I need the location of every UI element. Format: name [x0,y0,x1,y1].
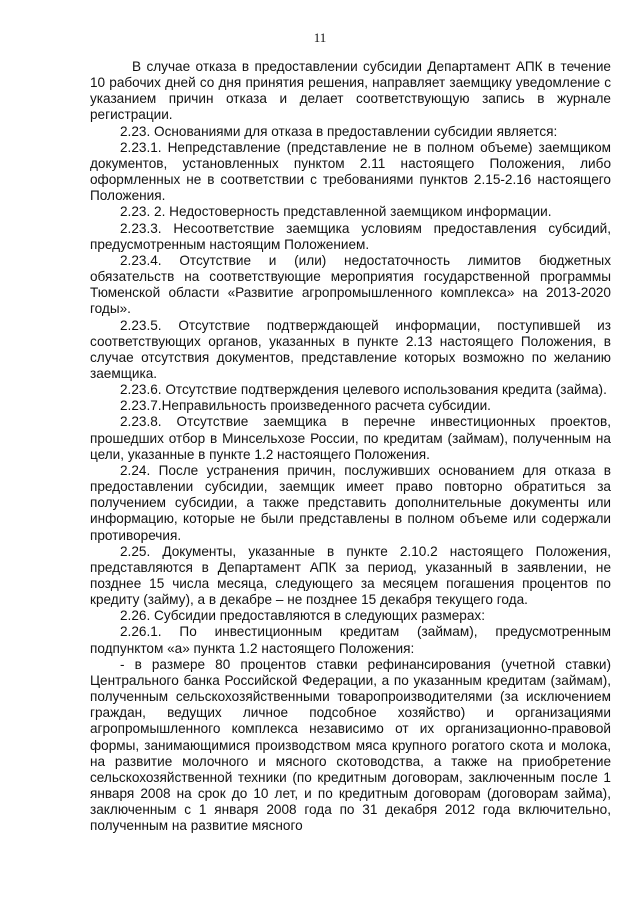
paragraph-2-23-2: 2.23. 2. Недостоверность представленной заемщиком информации. [120,204,552,220]
paragraph-2-23: 2.23. Основаниями для отказа в предоставлении субсидии является: [120,123,558,139]
paragraph-2-25: 2.25. Документы, указанные в пункте 2.10.2 настоящего Положения, представляются в Департамент АПК за период, указанный в заявлении, не позднее 15 числа месяца, следующего за месяцем погашения процентов по кредиту (займу), а в декабре – не позднее 15 декабря текущего года. [90,543,611,608]
paragraph-2-23-1: 2.23.1. Непредставление (представление не в полном объеме) заемщиком документов, установленных пунктом 2.11 настоящего Положения, либо оформленных не в соответствии с требованиями пунктов 2.15-2.16 настоящего Положения. [90,139,611,204]
paragraph-2-23-5: 2.23.5. Отсутствие подтверждающей информации, поступившей из соответствующих органов, указанных в пункте 2.13 настоящего Положения, в случае отсутствия документов, представление которых возможно по желанию заемщика. [90,317,611,381]
paragraph-2-24: 2.24. После устранения причин, послуживших основанием для отказа в предоставлении субсидии, заемщик имеет право повторно обратиться за получением субсидии, а также представить дополнительные документы или информацию, которые не были представлены в полном объеме или содержали противоречия. [90,462,611,543]
paragraph-2-23-3: 2.23.3. Несоответствие заемщика условиям предоставления субсидий, предусмотренным настоящим Положением. [90,220,611,252]
document-body [90,59,611,835]
paragraph-refusal-notice: В случае отказа в предоставлении субсидии Департамент АПК в течение 10 рабочих дней со дня принятия решения, направляет заемщику уведомление с указанием причин отказа и делает соответствующую запись в журнале регистрации. [90,59,611,123]
paragraph-2-26-1: 2.26.1. По инвестиционным кредитам (займам), предусмотренным подпунктом «а» пункта 1.2 настоящего Положения: [90,624,611,656]
paragraph-2-23-7: 2.23.7.Неправильность произведенного расчета субсидии. [120,398,491,414]
paragraph-rate-80-percent: - в размере 80 процентов ставки рефинансирования (учетной ставки) Центрального банка Российской Федерации, а по указанным кредитам (займам), полученным сельскохозяйственными товаропроизводителями (за исключением граждан, ведущих личное подсобное хозяйство) и организациями агропромышленного комплекса независимо от их организационно-правовой формы, занимающимися производством мяса крупного рогатого скота и молока, на развитие молочного и мясного скотоводства, а также на приобретение сельскохозяйственной техники (по кредитным договорам, заключенным после 1 января 2008 на срок до 10 лет, и по кредитным договорам (договорам займа), заключенным с 1 января 2008 года по 31 декабря 2012 года включительно, полученным на развитие мясного [90,656,611,834]
paragraph-2-23-4: 2.23.4. Отсутствие и (или) недостаточность лимитов бюджетных обязательств на соответствующие мероприятия государственной программы Тюменской области «Развитие агропромышленного комплекса» на 2013-2020 годы». [90,252,611,317]
page-number: 11 [313,30,327,45]
paragraph-2-23-6: 2.23.6. Отсутствие подтверждения целевого использования кредита (займа). [120,382,607,398]
paragraph-2-26: 2.26. Субсидии предоставляются в следующих размерах: [120,608,485,624]
paragraph-2-23-8: 2.23.8. Отсутствие заемщика в перечне инвестиционных проектов, прошедших отбор в Минсельхозе России, по кредитам (займам), полученным на цели, указанные в пункте 1.2 настоящего Положения. [90,414,611,462]
